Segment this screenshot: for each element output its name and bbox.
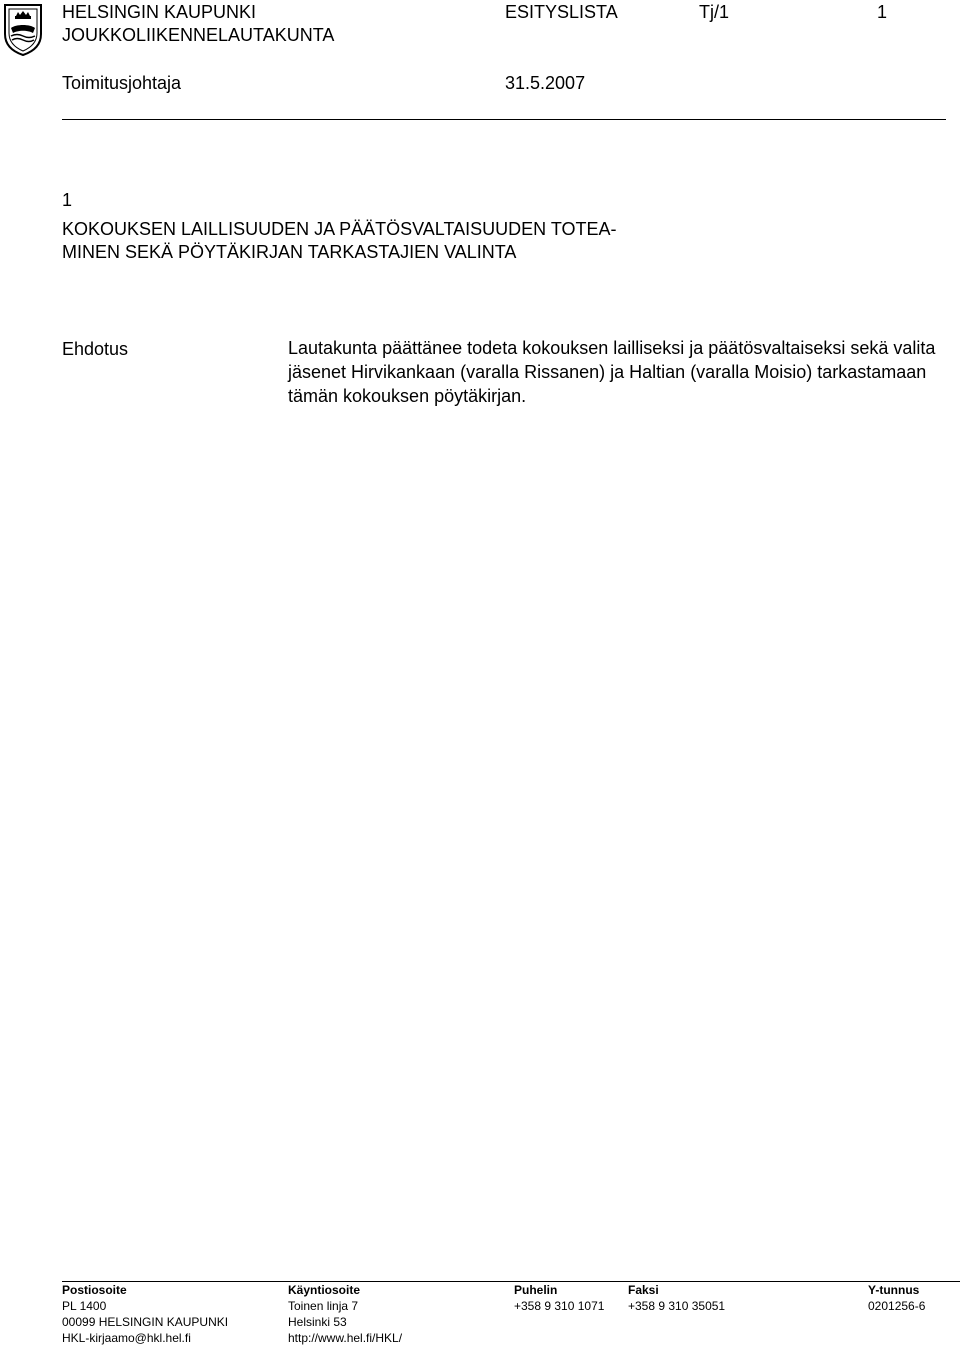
footer-postal-heading: Postiosoite [62,1283,127,1297]
footer-business-id-heading: Y-tunnus [868,1283,920,1297]
helsinki-coat-of-arms-logo [2,2,44,56]
footer-visiting-line-2: Helsinki 53 [288,1315,347,1329]
footer-email: HKL-kirjaamo@hkl.hel.fi [62,1331,191,1345]
author-title: Toimitusjohtaja [62,73,182,93]
footer-visiting-line-1: Toinen linja 7 [288,1299,359,1313]
section-number: 1 [62,190,73,210]
header-divider [62,119,946,120]
document-reference: Tj/1 [699,2,730,22]
footer-fax-heading: Faksi [628,1283,659,1297]
proposal-text: Lautakunta päättänee todeta kokouksen lailliseksi ja päätösvaltaiseksi sekä valita jäsenet Hirvikankaan (varalla Rissanen) ja Haltian (varalla Moisio) tarkastamaan tämän kokouksen pöytäkirjan. [288,338,936,406]
organization-name: HELSINGIN KAUPUNKI [62,2,257,22]
footer-divider [62,1281,960,1282]
footer-visiting-heading: Käyntiosoite [288,1283,361,1297]
footer-fax-value: +358 9 310 35051 [628,1299,726,1313]
section-title-line-2: MINEN SEKÄ PÖYTÄKIRJAN TARKASTAJIEN VALINTA [62,242,517,262]
footer-business-id-value: 0201256-6 [868,1299,926,1313]
footer-phone-heading: Puhelin [514,1283,558,1297]
proposal-label: Ehdotus [62,339,129,359]
footer-phone-value: +358 9 310 1071 [514,1299,605,1313]
footer-postal-line-1: PL 1400 [62,1299,107,1313]
footer-postal-line-2: 00099 HELSINGIN KAUPUNKI [62,1315,229,1329]
document-type: ESITYSLISTA [505,2,618,22]
section-title-line-1: KOKOUKSEN LAILLISUUDEN JA PÄÄTÖSVALTAISUUDEN TOTEA- [62,219,617,239]
document-date: 31.5.2007 [505,73,586,93]
footer-website: http://www.hel.fi/HKL/ [288,1331,403,1345]
page-number: 1 [877,2,888,22]
committee-name: JOUKKOLIIKENNELAUTAKUNTA [62,25,335,45]
section-title [62,218,762,264]
